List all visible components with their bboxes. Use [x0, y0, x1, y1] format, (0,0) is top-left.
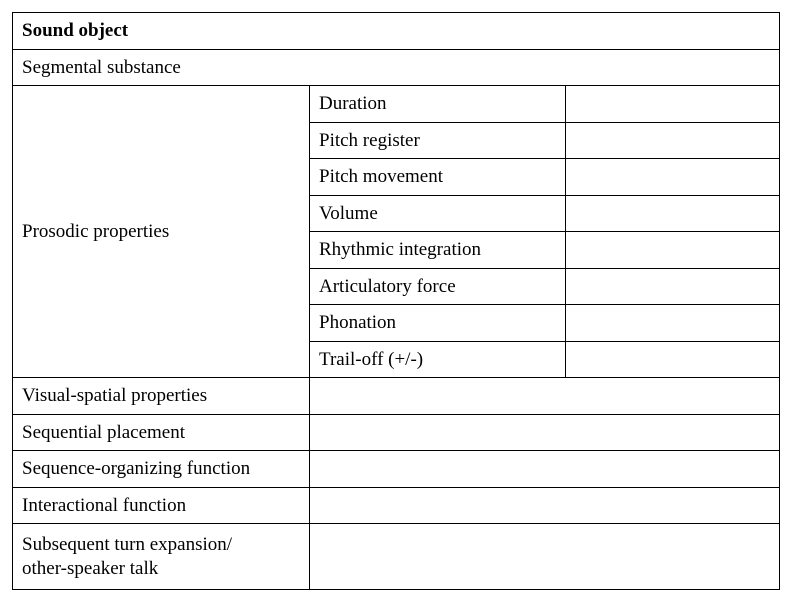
prosodic-item-rhythmic-integration: Rhythmic integration — [310, 232, 566, 269]
segmental-substance-label: Segmental substance — [13, 49, 780, 86]
interactional-function-value-cell — [310, 487, 780, 524]
prosodic-item-pitch-movement: Pitch movement — [310, 159, 566, 196]
sequence-organizing-value-cell — [310, 451, 780, 488]
prosodic-item-duration: Duration — [310, 86, 566, 123]
prosodic-value-cell — [566, 305, 780, 342]
sound-object-table — [12, 12, 780, 590]
visual-spatial-label: Visual-spatial properties — [13, 378, 310, 415]
prosodic-item-articulatory-force: Articulatory force — [310, 268, 566, 305]
prosodic-value-cell — [566, 195, 780, 232]
header-row — [13, 13, 780, 50]
prosodic-value-cell — [566, 86, 780, 123]
subsequent-turn-line2: other-speaker talk — [22, 557, 159, 579]
prosodic-value-cell — [566, 268, 780, 305]
table-row — [13, 414, 780, 451]
subsequent-turn-line1: Subsequent turn expansion/ — [22, 533, 233, 555]
interactional-function-label: Interactional function — [13, 487, 310, 524]
visual-spatial-value-cell — [310, 378, 780, 415]
prosodic-value-cell — [566, 341, 780, 378]
prosodic-value-cell — [566, 232, 780, 269]
subsequent-turn-value-cell — [310, 524, 780, 590]
prosodic-item-trail-off: Trail-off (+/-) — [310, 341, 566, 378]
prosodic-value-cell — [566, 122, 780, 159]
table-row — [13, 451, 780, 488]
segmental-row — [13, 49, 780, 86]
table-row — [13, 378, 780, 415]
subsequent-turn-label — [13, 524, 310, 590]
table-row — [13, 487, 780, 524]
prosodic-value-cell — [566, 159, 780, 196]
prosodic-item-pitch-register: Pitch register — [310, 122, 566, 159]
table-title: Sound object — [13, 13, 780, 50]
sequence-organizing-label: Sequence-organizing function — [13, 451, 310, 488]
prosodic-item-phonation: Phonation — [310, 305, 566, 342]
table-row — [13, 524, 780, 590]
prosodic-item-volume: Volume — [310, 195, 566, 232]
sequential-placement-label: Sequential placement — [13, 414, 310, 451]
prosodic-row — [13, 86, 780, 123]
prosodic-properties-label: Prosodic properties — [13, 86, 310, 378]
sequential-placement-value-cell — [310, 414, 780, 451]
